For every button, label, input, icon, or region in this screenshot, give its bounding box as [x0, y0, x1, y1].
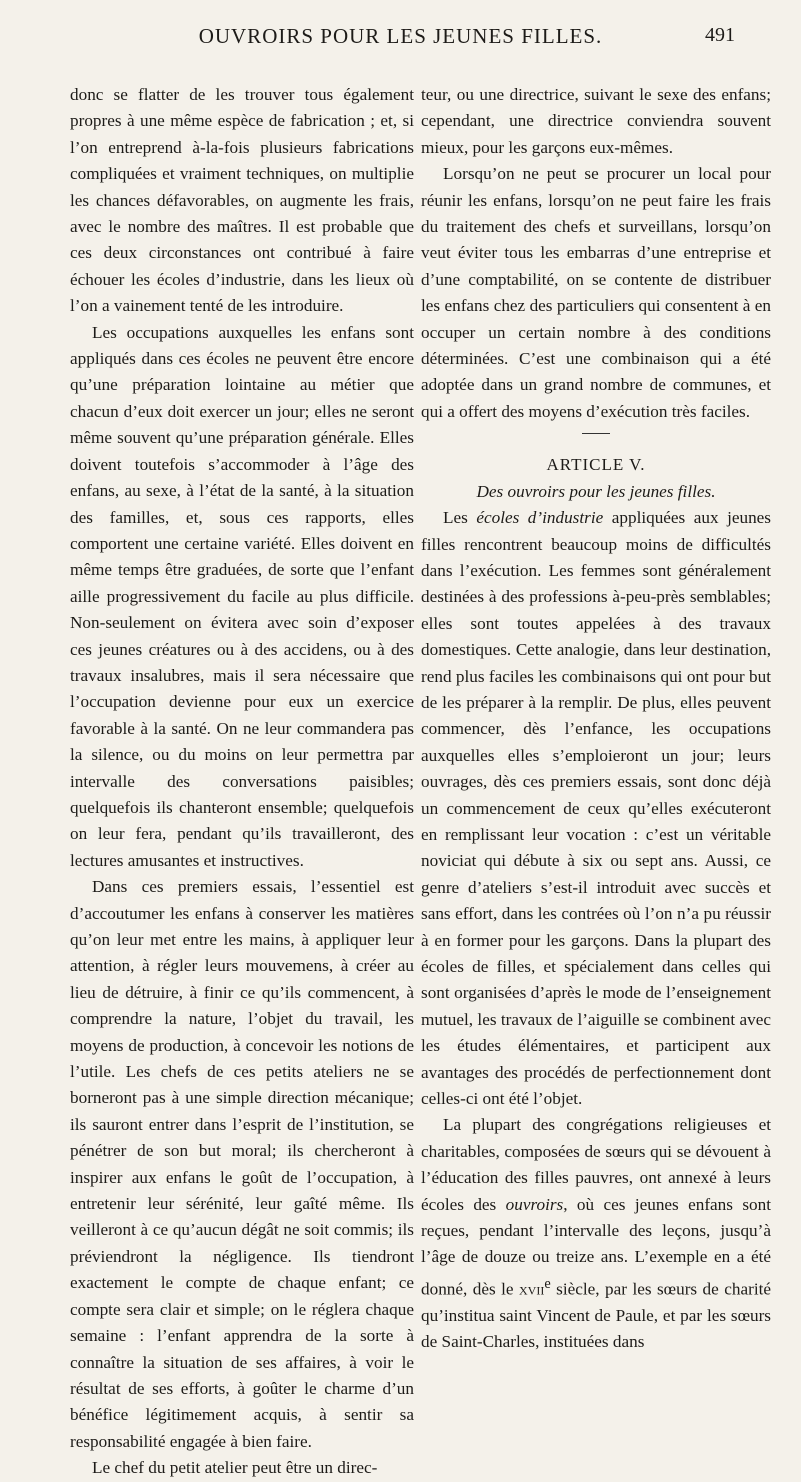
- article-heading: ARTICLE V.: [546, 455, 646, 475]
- right-column: [421, 82, 771, 1356]
- left-column: [70, 82, 414, 1482]
- article-subtitle: Des ouvroirs pour les jeunes filles.: [476, 481, 716, 501]
- emphasis: écoles d’industrie: [476, 508, 604, 528]
- running-title: OUVROIRS POUR LES JEUNES FILLES.: [198, 24, 603, 48]
- text-run: siècle, par les sœurs de charité qu’institua saint Vincent de Paule, et par les sœurs de Saint-Charles, instituées dans: [421, 1279, 771, 1352]
- paragraph: Lorsqu’on ne peut se procurer un local pour réunir les enfans, lorsqu’on ne peut faire les frais du traitement des chefs et surveillans, lorsqu’on veut éviter tous les embarras d’une entreprise et d’une comptabilité, on se contente de distribuer les enfans chez des particuliers qui consentent à en occuper un certain nombre à des conditions déterminées. C’est une combinaison qui a été adoptée dans un grand nombre de communes, et qui a offert des moyens d’exécution très faciles.: [421, 164, 771, 421]
- section-divider: [582, 433, 610, 434]
- text-run: Les: [443, 508, 477, 528]
- paragraph: [421, 505, 771, 1112]
- text-run: , où ces jeunes enfans sont reçues, pendant l’intervalle des leçons, jusqu’à l’âge de douze ou treize ans. L’exemple en a été donné, dès le: [421, 1194, 771, 1299]
- text-run: La plupart des congrégations religieuses et charitables, composées de sœurs qui se dévouent à l’éducation des filles pauvres, ont annexé à leurs écoles des: [421, 1115, 771, 1214]
- page-number: 491: [705, 24, 735, 46]
- text-run: appliquées aux jeunes filles rencontrent beaucoup moins de difficultés dans l’exécution. Les femmes sont généralement destinées à des professions à-peu-près semblables; elles sont toutes appelées à des travaux domestiques. Cette analogie, dans leur destination, rend plus faciles les combinaisons qui ont pour but de les préparer à la remplir. De plus, elles peuvent commencer, dès l’enfance, les occupations auxquelles elles s’emploieront un jour; leurs ouvrages, dès ces premiers essais, sont donc déjà un commencement de ceux qu’elles exécuteront en remplissant leur vocation : c’est un véritable noviciat qui débute à six ou sept ans. Aussi, ce genre d’ateliers s’est-il introduit avec succès et sans effort, dans les contrées où l’on n’a pu réussir à en former pour les garçons. Dans la plupart des écoles de filles, et spécialement dans celles qui sont organisées d’après le mode de l’enseignement mutuel, les travaux de l’aiguille se combinent avec les études élémentaires, et participent aux avantages des procédés de perfectionnement dont celles-ci ont été l’objet.: [421, 508, 771, 1109]
- paragraph: [421, 1112, 771, 1355]
- paragraph: Les occupations auxquelles les enfans sont appliqués dans ces écoles ne peuvent être encore qu’une préparation lointaine au métier que chacun d’eux doit exercer un jour; elles ne seront même souvent qu’une préparation générale. Elles doivent toutefois s’accommoder à l’âge des enfans, au sexe, à l’état de la santé, à la situation des familles, et, sous ces rapports, elles comportent une certaine variété. Elles doivent en même temps être graduées, de sorte que l’enfant aille progressivement du facile au plus difficile. Non-seulement on évitera avec soin d’exposer ces jeunes créatures ou à des accidens, ou à des travaux insalubres, mais il sera nécessaire que l’occupation devienne pour eux un exercice favorable à la santé. On ne leur commandera pas la silence, ou du moins on leur permettra par intervalle des conversations paisibles; quelquefois ils chanteront ensemble; quelquefois on leur fera, pendant qu’ils travailleront, des lectures amusantes et instructives.: [70, 322, 414, 870]
- paragraph: Le chef du petit atelier peut être un direc-: [92, 1458, 378, 1478]
- emphasis: ouvroirs: [505, 1194, 564, 1214]
- paragraph: donc se flatter de les trouver tous également propres à une même espèce de fabrication ; et, si l’on entreprend à-la-fois plusieurs fabrications compliquées et vraiment techniques, on multiplie les chances défavorables, on augmente les frais, avec le nombre des maîtres. Il est probable que ces deux circonstances ont contribué à faire échouer les écoles d’industrie, dans les lieux où l’on a vainement tenté de les introduire.: [70, 85, 414, 316]
- page-header: [0, 24, 801, 50]
- superscript: e: [544, 1275, 551, 1292]
- paragraph: Dans ces premiers essais, l’essentiel est d’accoutumer les enfans à conserver les matières qu’on leur met entre les mains, à appliquer leur attention, à régler leurs mouvemens, à créer au lieu de détruire, à finir ce qu’ils commencent, à comprendre la nature, l’objet du travail, les moyens de production, à concevoir les notions de l’utile. Les chefs de ces petits ateliers ne se borneront pas à une simple direction mécanique; ils sauront entrer dans l’esprit de l’institution, se pénétrer de son but moral; ils chercheront à inspirer aux enfans le goût de l’occupation, à entretenir leur sérénité, leur gaîté même. Ils veilleront à ce qu’aucun dégât ne soit commis; ils préviendront la négligence. Ils tiendront exactement le compte de chaque enfant; ce compte sera clair et simple; on le réglera chaque semaine : l’enfant apprendra de la sorte à connaître la situation de ses affaires, à voir le résultat de ses efforts, à goûter le charme d’un bénéfice légitimement acquis, à sentir sa responsabilité engagée à bien faire.: [70, 877, 414, 1451]
- century-numeral: xvii: [519, 1279, 545, 1299]
- paragraph: teur, ou une directrice, suivant le sexe des enfans; cependant, une directrice conviendra souvent mieux, pour les garçons eux-mêmes.: [421, 85, 771, 157]
